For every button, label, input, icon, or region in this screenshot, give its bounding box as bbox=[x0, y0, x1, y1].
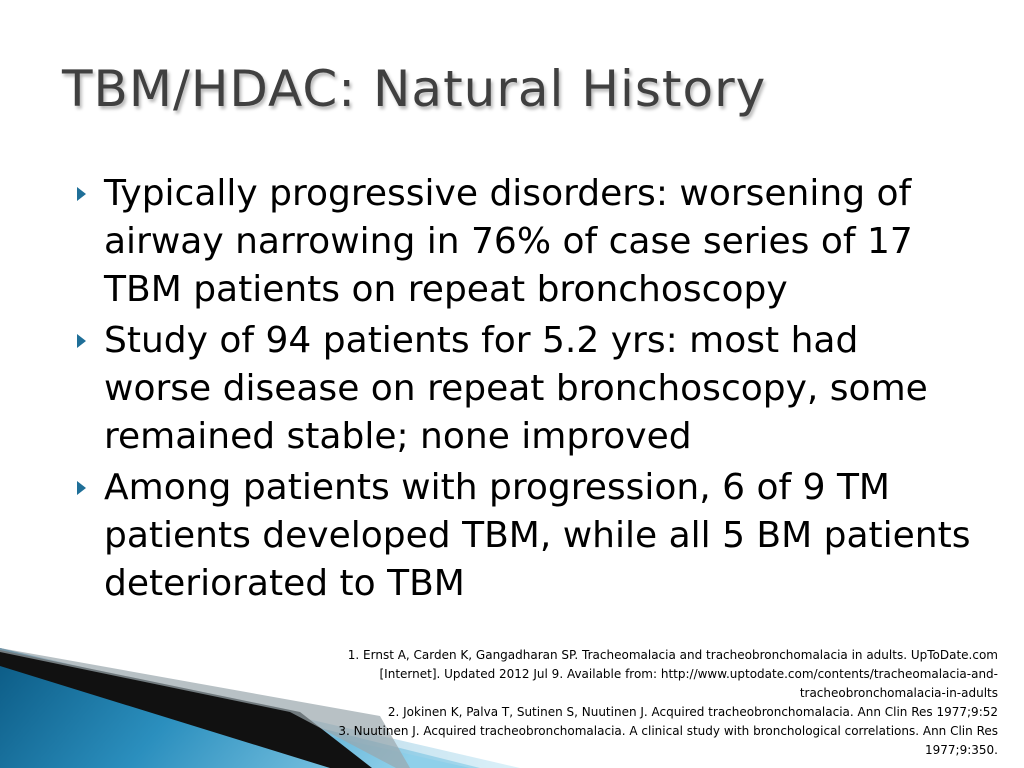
reference-item: 3. Nuutinen J. Acquired tracheobronchomalacia. A clinical study with bronchological correlations. Ann Clin Res 1977;9:350. bbox=[338, 724, 998, 757]
bullet-text: Among patients with progression, 6 of 9 TM patients developed TBM, while all 5 BM patients deteriorated to TBM bbox=[104, 467, 971, 604]
references bbox=[298, 646, 998, 760]
reference-item: 2. Jokinen K, Palva T, Sutinen S, Nuutinen J. Acquired tracheobronchomalacia. Ann Clin Res 1977;9:52 bbox=[387, 705, 998, 719]
bullet-text: Study of 94 patients for 5.2 yrs: most had worse disease on repeat bronchoscopy, some remained stable; none improved bbox=[104, 320, 928, 457]
right-triangle-bullet-icon bbox=[77, 481, 86, 495]
bullet-item bbox=[72, 317, 972, 461]
right-triangle-bullet-icon bbox=[77, 334, 86, 348]
bullet-item bbox=[72, 170, 972, 314]
bullet-list bbox=[72, 170, 972, 611]
slide-title: TBM/HDAC: Natural History bbox=[62, 60, 767, 118]
bullet-text: Typically progressive disorders: worsening of airway narrowing in 76% of case series of 17 TBM patients on repeat bronchoscopy bbox=[104, 173, 913, 310]
bullet-item bbox=[72, 464, 972, 608]
reference-item: 1. Ernst A, Carden K, Gangadharan SP. Tracheomalacia and tracheobronchomalacia in adults. UpToDate.com [Internet]. Updated 2012 Jul 9. Available from: http://www.uptodate.com/contents/tracheomalacia-and-tracheobronchomalacia-in-adults bbox=[347, 648, 998, 700]
right-triangle-bullet-icon bbox=[77, 187, 86, 201]
